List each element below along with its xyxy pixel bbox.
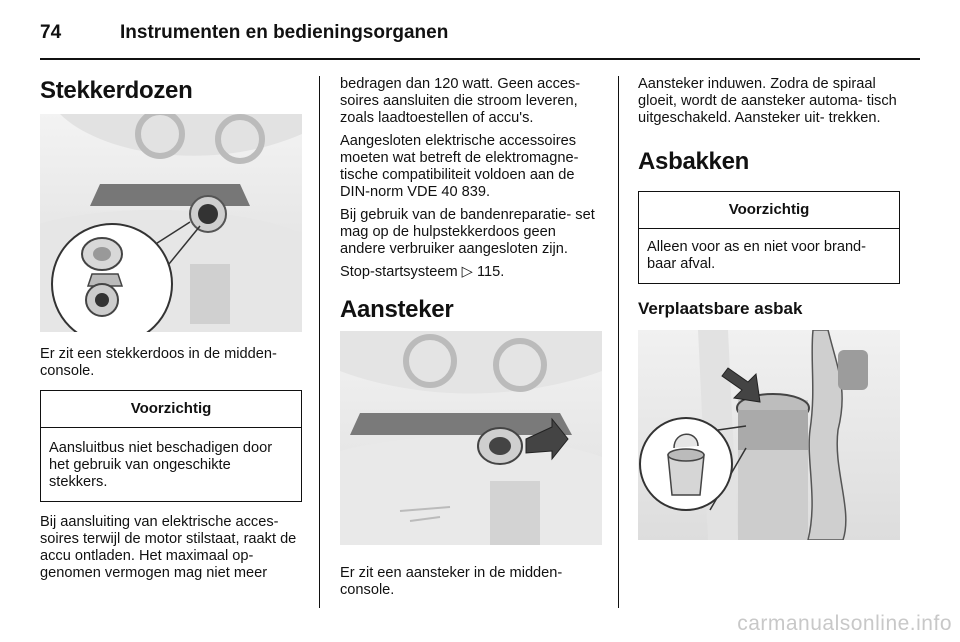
xref-page: 115.	[476, 264, 505, 280]
watermark: carmanualsonline.info	[737, 612, 952, 635]
ashtray-illustration	[638, 330, 900, 540]
socket-illustration	[40, 114, 302, 332]
section-heading-aansteker: Aansteker	[340, 296, 454, 323]
caution-text: Aansluitbus niet beschadigen door het gebruik van ongeschikte stekkers.	[49, 440, 273, 490]
cross-reference	[340, 264, 602, 281]
column-divider	[319, 76, 320, 608]
caution-title: Voorzichtig	[41, 391, 301, 428]
caption-stekkerdoos: Er zit een stekkerdoos in de midden- console.	[40, 346, 277, 379]
caution-title: Voorzichtig	[639, 192, 899, 229]
lighter-illustration	[340, 331, 602, 545]
xref-arrow-icon: ▷	[461, 264, 473, 280]
caution-box	[638, 191, 900, 284]
paragraph-vermogen: bedragen dan 120 watt. Geen acces- soires aansluiten die stroom leveren, zoals laadtoestellen of accu's.	[340, 76, 581, 126]
section-heading-asbakken: Asbakken	[638, 148, 749, 175]
page-number: 74	[40, 22, 62, 43]
column-2	[340, 76, 602, 599]
section-heading-stekkerdozen: Stekkerdozen	[40, 77, 193, 104]
caption-aansteker: Er zit een aansteker in de midden- console.	[340, 565, 563, 598]
paragraph-emc: Aangesloten elektrische accessoires moeten wat betreft de elektromagne- tische compatibiliteit voldoen aan de DIN-norm VDE 40 839.	[340, 133, 579, 200]
caution-box	[40, 390, 302, 502]
paragraph-aansluiting: Bij aansluiting van elektrische acces- soires terwijl de motor stilstaat, raakt de accu ontladen. Het maximaal op- genomen vermogen mag niet meer	[40, 514, 297, 581]
chapter-title: Instrumenten en bedieningsorganen	[120, 22, 449, 43]
paragraph-aansteker-gebruik: Aansteker induwen. Zodra de spiraal gloeit, wordt de aansteker automa- tisch uitgeschakeld. Aansteker uit- trekken.	[638, 76, 897, 126]
caution-text: Alleen voor as en niet voor brand- baar afval.	[647, 239, 867, 272]
column-3	[638, 76, 900, 540]
page-header	[40, 14, 920, 58]
header-divider	[40, 58, 920, 60]
column-1	[40, 76, 302, 582]
xref-label: Stop-startsysteem	[340, 264, 458, 280]
subheading-verplaatsbare-asbak: Verplaatsbare asbak	[638, 299, 803, 318]
paragraph-bandenreparatie: Bij gebruik van de bandenreparatie- set mag op de hulpstekkerdoos geen andere verbruiker aangesloten zijn.	[340, 207, 595, 257]
column-divider	[618, 76, 619, 608]
